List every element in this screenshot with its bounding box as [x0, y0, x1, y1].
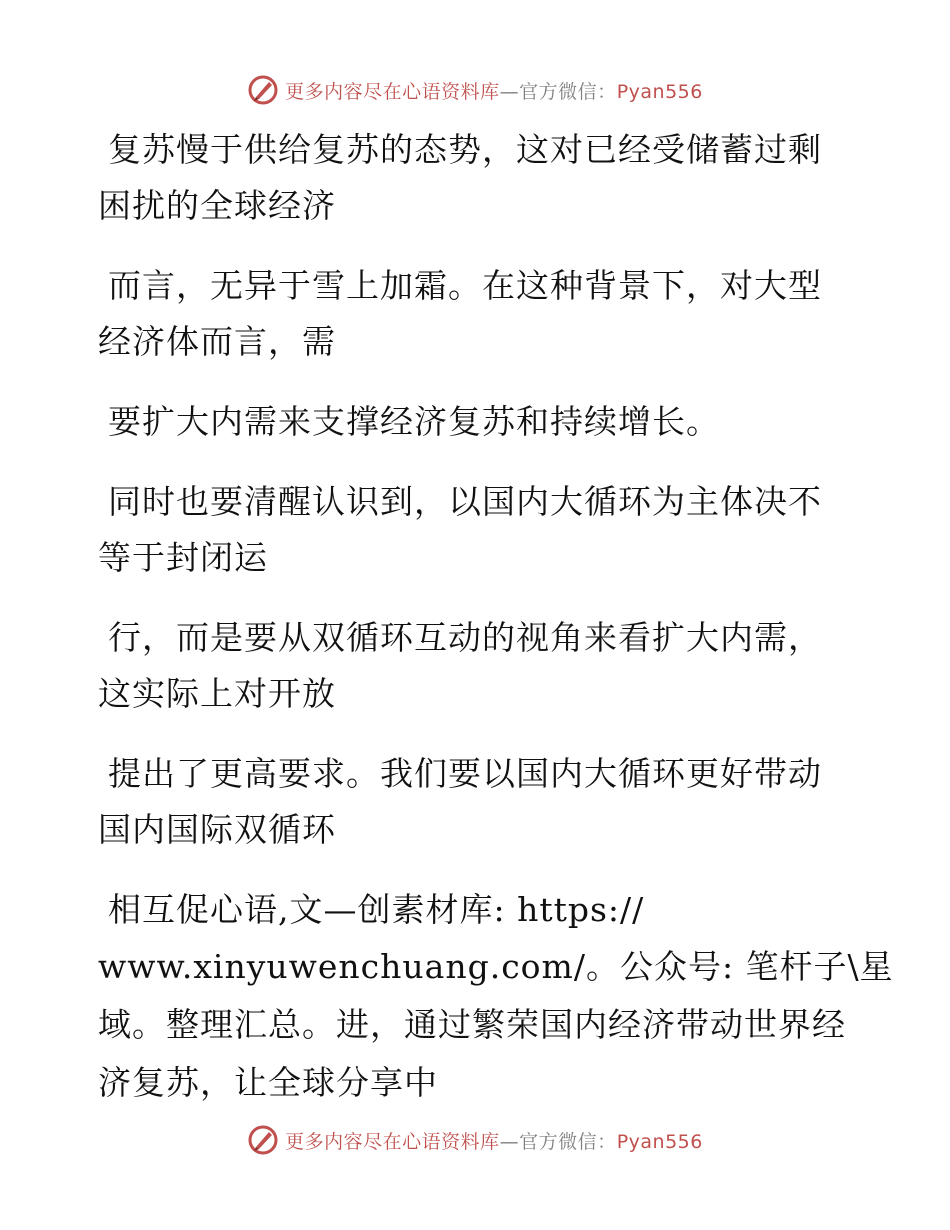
text-line: 等于封闭运	[98, 538, 268, 577]
text-line: www.xinyuwenchuang.com/。公众号: 笔杆子\星	[98, 947, 894, 986]
text-line: 而言，无异于雪上加霜。在这种背景下，对大型	[108, 266, 822, 305]
watermark-label: 官方微信：	[519, 1130, 617, 1153]
text-line: 复苏慢于供给复苏的态势，这对已经受储蓄过剩	[108, 130, 822, 169]
pen-logo-icon	[247, 74, 279, 106]
paragraph	[98, 258, 858, 370]
watermark-id: Pyan556	[616, 1130, 703, 1153]
watermark-dash: —	[499, 80, 520, 103]
text-line: 提出了更高要求。我们要以国内大循环更好带动	[108, 754, 822, 793]
text-line: 经济体而言，需	[98, 322, 336, 361]
paragraph	[98, 746, 858, 858]
text-line: 相互促心语,文—创素材库: https://	[108, 890, 645, 929]
footer-watermark	[0, 1120, 950, 1160]
paragraph	[98, 394, 858, 450]
text-line: 国内国际双循环	[98, 810, 336, 849]
watermark-text	[285, 1127, 703, 1154]
watermark-main: 更多内容尽在心语资料库	[285, 80, 500, 103]
paragraph	[98, 474, 858, 586]
watermark-main: 更多内容尽在心语资料库	[285, 1130, 500, 1153]
header-watermark	[0, 70, 950, 110]
text-line: 域。整理汇总。进，通过繁荣国内经济带动世界经	[98, 1005, 846, 1044]
text-line: 这实际上对开放	[98, 674, 336, 713]
watermark-dash: —	[499, 1130, 520, 1153]
paragraph	[98, 122, 858, 234]
text-line: 困扰的全球经济	[98, 186, 336, 225]
text-line: 行，而是要从双循环互动的视角来看扩大内需，	[108, 618, 822, 657]
paragraph	[98, 610, 858, 722]
text-line: 同时也要清醒认识到，以国内大循环为主体决不	[108, 482, 822, 521]
text-line: 要扩大内需来支撑经济复苏和持续增长。	[108, 402, 720, 441]
pen-logo-icon	[247, 1124, 279, 1156]
watermark-label: 官方微信：	[519, 80, 617, 103]
document-body	[98, 122, 894, 1112]
watermark-text	[285, 77, 703, 104]
watermark-id: Pyan556	[616, 80, 703, 103]
text-line: 济复苏，让全球分享中	[98, 1063, 438, 1102]
paragraph	[98, 882, 894, 1112]
